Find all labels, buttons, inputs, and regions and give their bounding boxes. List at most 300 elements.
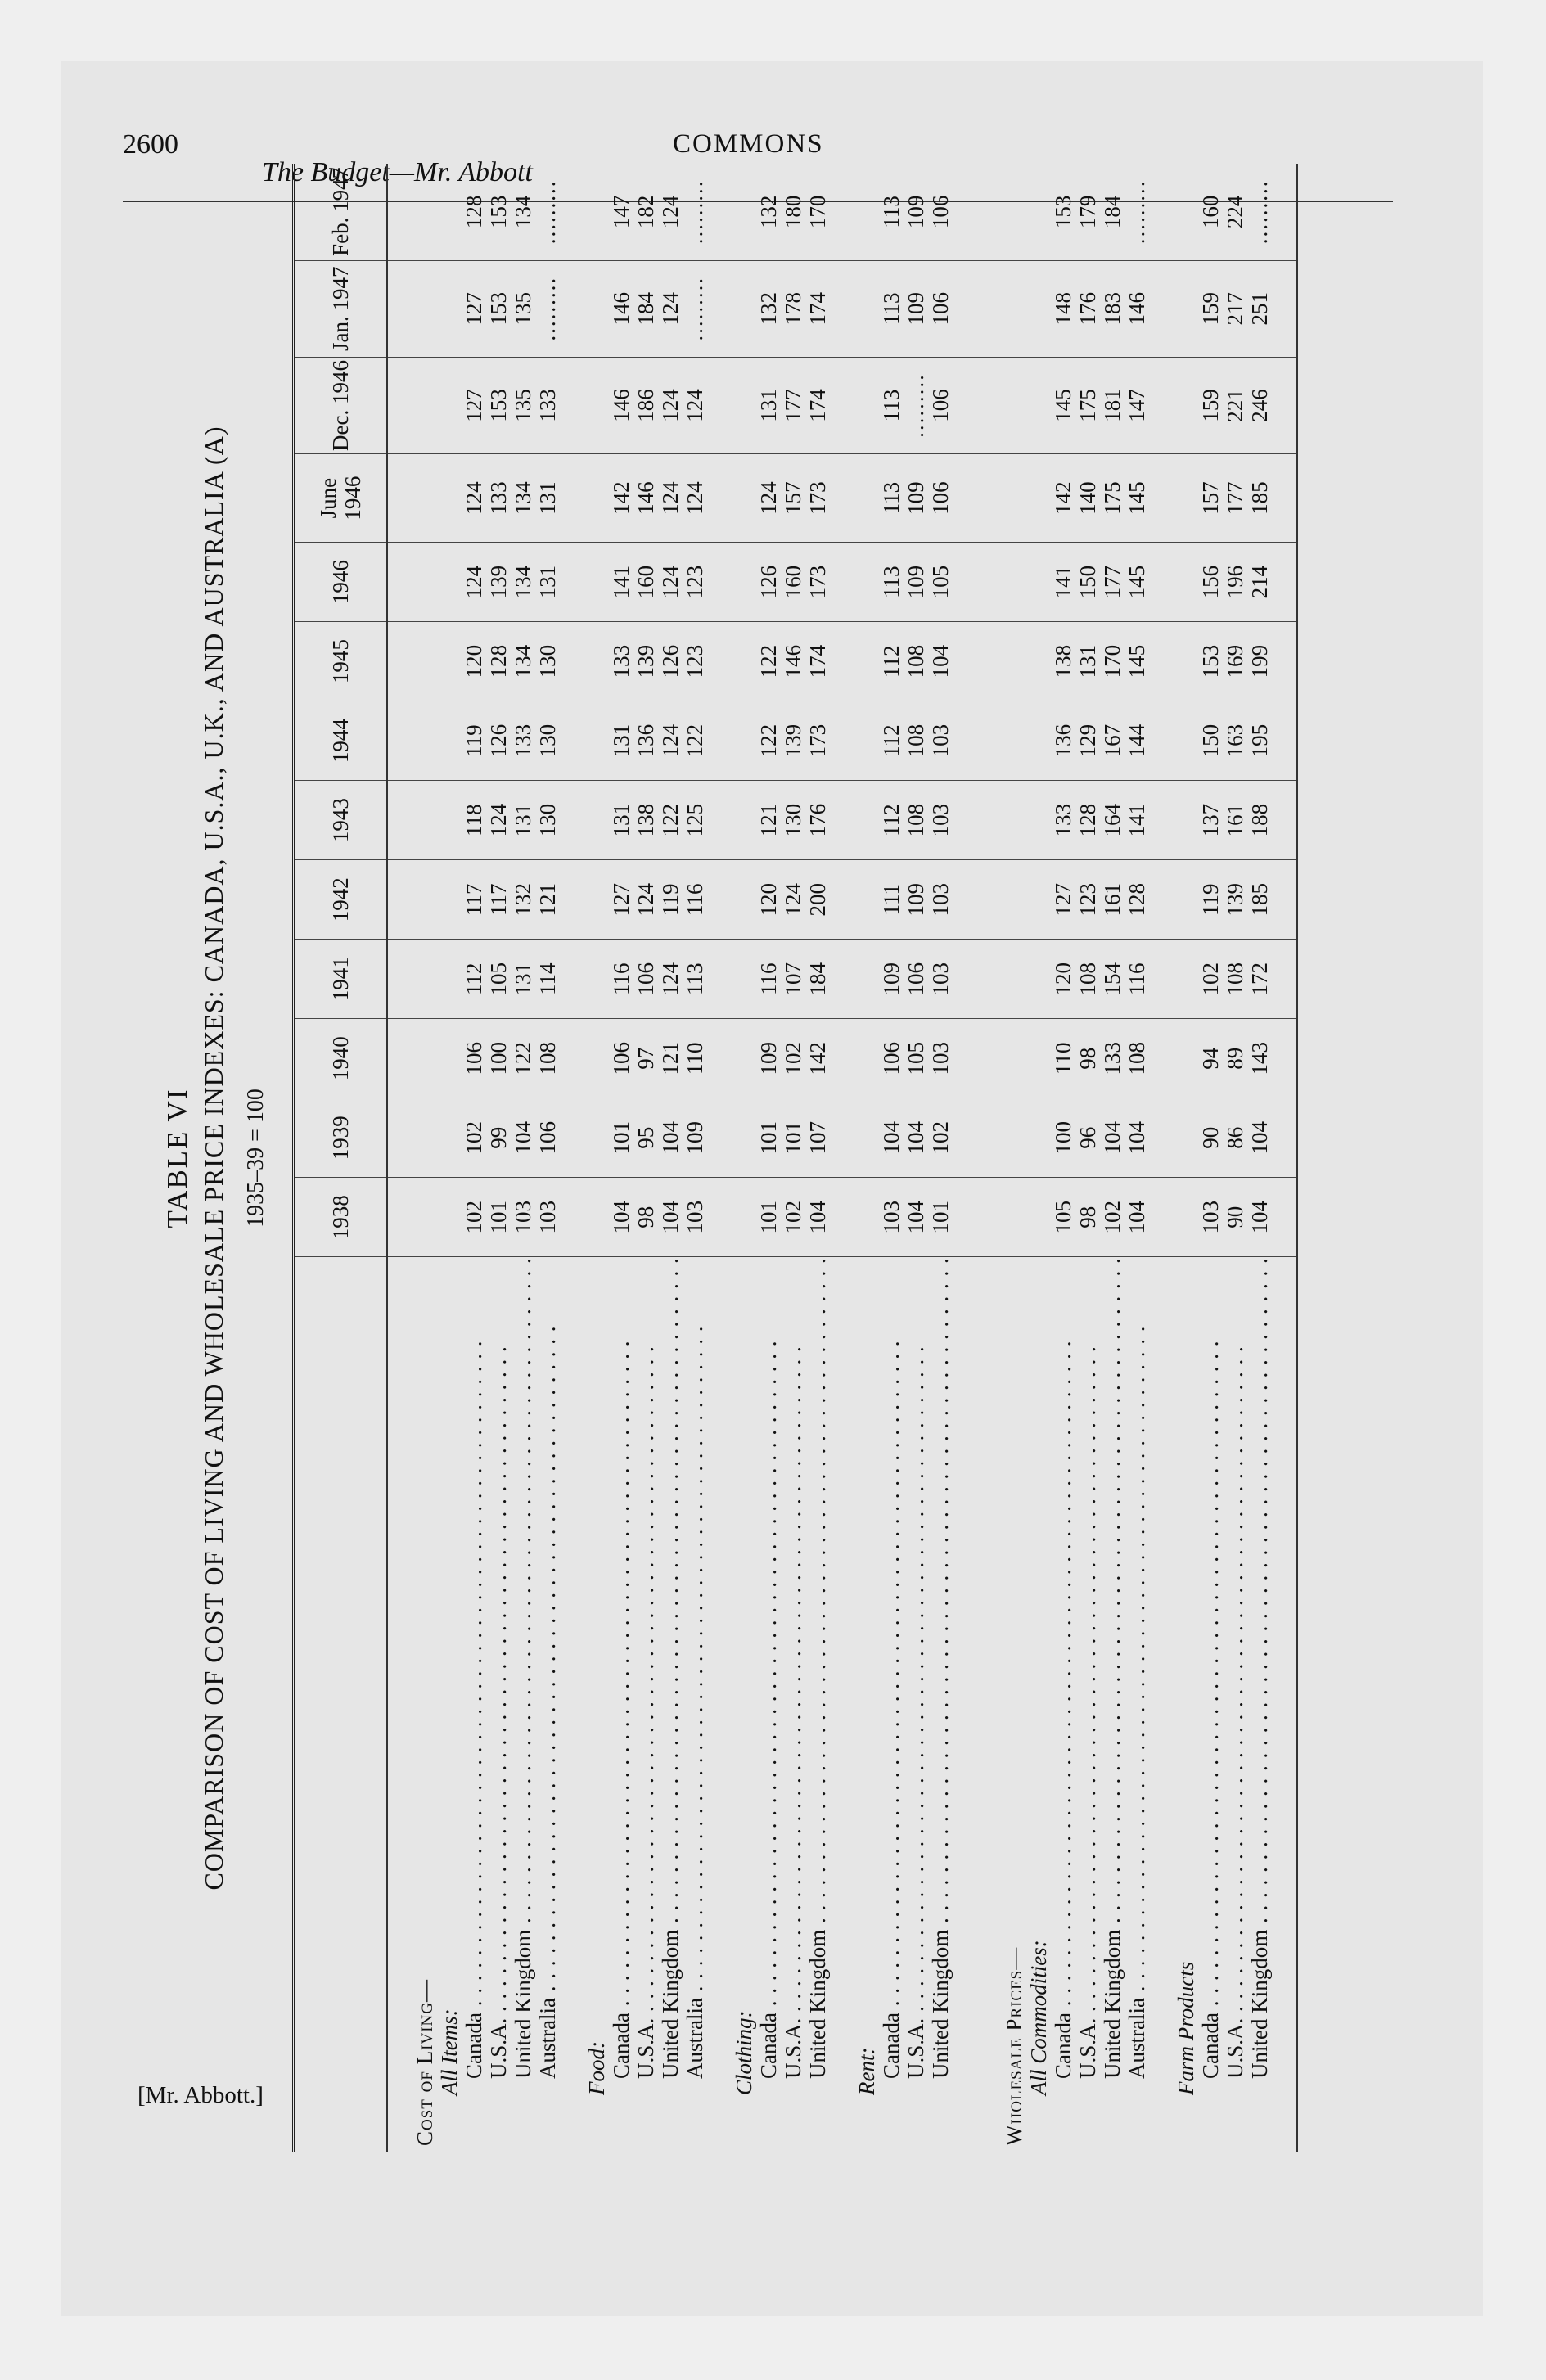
value-cell: 125 (683, 781, 707, 860)
empty-cell (1002, 260, 1026, 357)
value-cell: 129 (1075, 701, 1100, 781)
empty-cell (412, 1098, 437, 1178)
value-cell: 124 (781, 860, 805, 940)
empty-cell (977, 543, 1002, 622)
value-cell: 106 (609, 1019, 633, 1098)
value-cell: 97 (633, 1019, 658, 1098)
value-cell: 159 (1198, 260, 1223, 357)
empty-cell (707, 1098, 732, 1178)
table-row (535, 164, 560, 2152)
empty-cell (437, 781, 462, 860)
column-header: Feb. 1947 (294, 164, 388, 260)
value-cell: 246 (1247, 357, 1272, 453)
value-cell: 196 (1223, 543, 1247, 622)
value-cell: 122 (511, 1019, 535, 1098)
empty-cell (1272, 357, 1297, 453)
value-cell: 173 (805, 701, 830, 781)
row-label-cell (609, 1257, 633, 2152)
value-cell: 112 (879, 781, 904, 860)
empty-cell (1272, 454, 1297, 543)
value-cell: 127 (462, 260, 486, 357)
value-cell: 108 (904, 622, 928, 701)
empty-cell (1002, 543, 1026, 622)
value-cell: 104 (904, 1178, 928, 1257)
value-cell: 184 (805, 940, 830, 1019)
empty-cell (412, 543, 437, 622)
value-cell: 143 (1247, 1019, 1272, 1098)
value-cell: 123 (1075, 860, 1100, 940)
row-label: United Kingdom . . . (1247, 1257, 1272, 2079)
row-label-cell (1198, 1257, 1223, 2152)
value-cell: 121 (756, 781, 781, 860)
table-row (609, 164, 633, 2152)
value-cell: 103 (928, 940, 953, 1019)
value-cell: 127 (609, 860, 633, 940)
empty-cell (732, 543, 756, 622)
row-label-cell (756, 1257, 781, 2152)
chamber-heading: COMMONS (673, 129, 824, 159)
value-cell: 113 (879, 357, 904, 453)
stub-header (294, 1257, 388, 2152)
value-cell: 126 (756, 543, 781, 622)
row-label: U.S.A. . . . (1075, 1346, 1100, 2079)
empty-cell (854, 1098, 879, 1178)
value-cell: ......... (683, 164, 707, 260)
empty-cell (560, 1178, 584, 1257)
row-label-cell (462, 1257, 486, 2152)
value-cell: 134 (511, 454, 535, 543)
empty-cell (707, 701, 732, 781)
value-cell: 124 (462, 454, 486, 543)
value-cell: 103 (928, 781, 953, 860)
empty-cell (1149, 701, 1174, 781)
value-cell: 109 (879, 940, 904, 1019)
empty-cell (1174, 701, 1198, 781)
spacer-row (707, 164, 732, 2152)
empty-cell (412, 260, 437, 357)
empty-cell (854, 1019, 879, 1098)
value-cell: 100 (1051, 1098, 1075, 1178)
value-cell: 117 (462, 860, 486, 940)
table-row (633, 164, 658, 2152)
row-label-cell (805, 1257, 830, 2152)
value-cell: 109 (904, 260, 928, 357)
value-cell: 103 (928, 860, 953, 940)
value-cell: 126 (486, 701, 511, 781)
empty-cell (1174, 164, 1198, 260)
empty-cell (1149, 622, 1174, 701)
empty-cell (707, 164, 732, 260)
empty-cell (953, 454, 977, 543)
value-cell: 195 (1247, 701, 1272, 781)
empty-cell (977, 1178, 1002, 1257)
column-header: 1941 (294, 940, 388, 1019)
value-cell: 174 (805, 260, 830, 357)
row-label: Australia . . . (1125, 1326, 1149, 2079)
value-cell: 132 (511, 860, 535, 940)
spacer-cell (830, 1257, 854, 2152)
column-header: Jan. 1947 (294, 260, 388, 357)
row-label-cell (1125, 1257, 1149, 2152)
empty-cell (1174, 543, 1198, 622)
value-cell: 102 (928, 1098, 953, 1178)
value-cell: 103 (683, 1178, 707, 1257)
value-cell: 107 (781, 940, 805, 1019)
empty-cell (830, 860, 854, 940)
spacer-cell (953, 1257, 977, 2152)
empty-cell (854, 781, 879, 860)
value-cell: 120 (1051, 940, 1075, 1019)
value-cell: 100 (486, 1019, 511, 1098)
value-cell: 116 (1125, 940, 1149, 1019)
empty-cell (412, 1019, 437, 1098)
value-cell: 141 (1125, 781, 1149, 860)
row-label: U.S.A. . . . (781, 1346, 805, 2079)
value-cell: 131 (1075, 622, 1100, 701)
value-cell: 174 (805, 622, 830, 701)
value-cell: 110 (683, 1019, 707, 1098)
table-row (1223, 164, 1247, 2152)
value-cell: 127 (462, 357, 486, 453)
empty-cell (1149, 357, 1174, 453)
value-cell: 150 (1198, 701, 1223, 781)
value-cell: 178 (781, 260, 805, 357)
empty-cell (854, 1178, 879, 1257)
value-cell: 102 (781, 1178, 805, 1257)
table-row (658, 164, 683, 2152)
value-cell: 124 (658, 164, 683, 260)
empty-cell (1174, 1019, 1198, 1098)
value-cell: 116 (609, 940, 633, 1019)
empty-cell (732, 357, 756, 453)
empty-cell (953, 543, 977, 622)
value-cell: 95 (633, 1098, 658, 1178)
row-label-cell (1247, 1257, 1272, 2152)
spacer-row (830, 164, 854, 2152)
empty-cell (1149, 164, 1174, 260)
row-label-cell (535, 1257, 560, 2152)
table-header-row (294, 164, 388, 2152)
value-cell: 113 (879, 454, 904, 543)
value-cell: 104 (904, 1098, 928, 1178)
empty-cell (1149, 1178, 1174, 1257)
empty-cell (1002, 454, 1026, 543)
empty-cell (1174, 1098, 1198, 1178)
empty-cell (387, 260, 412, 357)
empty-cell (387, 357, 412, 453)
row-label: United Kingdom . . . (805, 1257, 830, 2079)
empty-cell (830, 701, 854, 781)
value-cell: 153 (1051, 164, 1075, 260)
row-label-cell (1223, 1257, 1247, 2152)
empty-cell (732, 701, 756, 781)
row-label: Australia . . . (683, 1326, 707, 2079)
table-title: COMPARISON OF COST OF LIVING AND WHOLESALE PRICE INDEXES: CANADA, U.S.A., U.K., AND AUSTRALIA (A) (199, 426, 228, 1891)
value-cell: 114 (535, 940, 560, 1019)
value-cell: 104 (879, 1098, 904, 1178)
empty-cell (584, 1019, 609, 1098)
value-cell: 138 (1051, 622, 1075, 701)
empty-cell (707, 860, 732, 940)
empty-cell (707, 357, 732, 453)
empty-cell (953, 701, 977, 781)
value-cell: 159 (1198, 357, 1223, 453)
value-cell: 104 (928, 622, 953, 701)
value-cell: 116 (756, 940, 781, 1019)
value-cell: 145 (1051, 357, 1075, 453)
value-cell: 113 (879, 260, 904, 357)
table-row (1100, 164, 1125, 2152)
group-row (732, 164, 756, 2152)
value-cell: 177 (781, 357, 805, 453)
value-cell: 130 (535, 701, 560, 781)
table-row (904, 164, 928, 2152)
value-cell: 122 (756, 701, 781, 781)
empty-cell (1002, 622, 1026, 701)
empty-cell (437, 1178, 462, 1257)
value-cell: 148 (1051, 260, 1075, 357)
table-row (1125, 164, 1149, 2152)
empty-cell (1272, 1178, 1297, 1257)
value-cell: 142 (1051, 454, 1075, 543)
value-cell: 109 (683, 1098, 707, 1178)
value-cell: 153 (486, 164, 511, 260)
empty-cell (732, 260, 756, 357)
value-cell: 112 (462, 940, 486, 1019)
value-cell: 131 (511, 940, 535, 1019)
section-title: Wholesale Prices— (1002, 1946, 1026, 2146)
value-cell: 214 (1247, 543, 1272, 622)
row-label-cell (781, 1257, 805, 2152)
empty-cell (707, 622, 732, 701)
group-row (584, 164, 609, 2152)
value-cell: 122 (658, 781, 683, 860)
empty-cell (437, 164, 462, 260)
value-cell: 139 (781, 701, 805, 781)
value-cell: 163 (1223, 701, 1247, 781)
empty-cell (387, 701, 412, 781)
value-cell: 104 (1247, 1178, 1272, 1257)
value-cell: 124 (658, 454, 683, 543)
value-cell: ......... (904, 357, 928, 453)
empty-cell (1149, 1019, 1174, 1098)
empty-cell (560, 860, 584, 940)
value-cell: 109 (904, 543, 928, 622)
empty-cell (560, 701, 584, 781)
row-label: United Kingdom . . . (1100, 1257, 1125, 2079)
empty-cell (830, 543, 854, 622)
value-cell: 161 (1100, 860, 1125, 940)
value-cell: 105 (1051, 1178, 1075, 1257)
value-cell: 139 (1223, 860, 1247, 940)
value-cell: 140 (1075, 454, 1100, 543)
empty-cell (584, 260, 609, 357)
value-cell: 133 (535, 357, 560, 453)
empty-cell (560, 454, 584, 543)
value-cell: 177 (1100, 543, 1125, 622)
table-row (1051, 164, 1075, 2152)
empty-cell (707, 1019, 732, 1098)
empty-cell (1149, 1098, 1174, 1178)
value-cell: 169 (1223, 622, 1247, 701)
value-cell: 131 (609, 701, 633, 781)
value-cell: 130 (535, 781, 560, 860)
empty-cell (953, 164, 977, 260)
value-cell: 134 (511, 543, 535, 622)
empty-cell (1002, 1178, 1026, 1257)
value-cell: 122 (683, 701, 707, 781)
empty-cell (953, 940, 977, 1019)
value-cell: 116 (683, 860, 707, 940)
empty-cell (1002, 940, 1026, 1019)
empty-cell (560, 1098, 584, 1178)
empty-cell (1174, 260, 1198, 357)
empty-cell (953, 260, 977, 357)
value-cell: 104 (1247, 1098, 1272, 1178)
empty-cell (977, 164, 1002, 260)
value-cell: 153 (486, 260, 511, 357)
value-cell: 119 (462, 701, 486, 781)
section-row (412, 164, 437, 2152)
group-title: All Items: (437, 2008, 462, 2095)
value-cell: 183 (1100, 260, 1125, 357)
value-cell: 184 (1100, 164, 1125, 260)
value-cell: 104 (1125, 1098, 1149, 1178)
value-cell: 106 (928, 260, 953, 357)
value-cell: ......... (1247, 164, 1272, 260)
empty-cell (854, 940, 879, 1019)
empty-cell (437, 701, 462, 781)
value-cell: 145 (1125, 454, 1149, 543)
table-row (1198, 164, 1223, 2152)
empty-cell (387, 940, 412, 1019)
spacer-cell (977, 1257, 1002, 2152)
row-label-cell (658, 1257, 683, 2152)
table-row (1247, 164, 1272, 2152)
value-cell: 108 (535, 1019, 560, 1098)
empty-cell (977, 781, 1002, 860)
empty-cell (1002, 860, 1026, 940)
value-cell: 127 (1051, 860, 1075, 940)
value-cell: 102 (1198, 940, 1223, 1019)
value-cell: 153 (1198, 622, 1223, 701)
value-cell: 104 (658, 1178, 683, 1257)
empty-cell (1174, 1178, 1198, 1257)
value-cell: 128 (1075, 781, 1100, 860)
value-cell: 119 (658, 860, 683, 940)
column-header: 1940 (294, 1019, 388, 1098)
empty-cell (412, 454, 437, 543)
value-cell: 186 (633, 357, 658, 453)
table-body (387, 164, 1297, 2152)
value-cell: 113 (879, 164, 904, 260)
table-base: 1935–39 = 100 (243, 1089, 268, 1228)
section-row (1002, 164, 1026, 2152)
group-title: Food: (584, 2041, 609, 2095)
value-cell: 90 (1198, 1098, 1223, 1178)
row-label-cell (683, 1257, 707, 2152)
column-header: 1939 (294, 1098, 388, 1178)
value-cell: 113 (683, 940, 707, 1019)
group-title: Clothing: (732, 2010, 756, 2095)
empty-cell (1002, 357, 1026, 453)
row-label-cell (879, 1257, 904, 2152)
empty-cell (387, 543, 412, 622)
table-row (928, 164, 953, 2152)
value-cell: 130 (535, 622, 560, 701)
value-cell: 101 (756, 1178, 781, 1257)
row-label-cell (1100, 1257, 1125, 2152)
empty-cell (854, 701, 879, 781)
value-cell: 109 (904, 860, 928, 940)
value-cell: 101 (781, 1098, 805, 1178)
value-cell: 146 (781, 622, 805, 701)
value-cell: 103 (535, 1178, 560, 1257)
empty-cell (1002, 164, 1026, 260)
group-row (1026, 164, 1051, 2152)
empty-cell (1272, 940, 1297, 1019)
value-cell: 133 (486, 454, 511, 543)
empty-cell (387, 1098, 412, 1178)
group-row (1174, 164, 1198, 2152)
value-cell: 90 (1223, 1178, 1247, 1257)
empty-cell (830, 1098, 854, 1178)
spacer-cell (1272, 1257, 1297, 2152)
empty-cell (1174, 454, 1198, 543)
spacer-row (977, 164, 1002, 2152)
value-cell: 174 (805, 357, 830, 453)
column-header: 1943 (294, 781, 388, 860)
group-title: Rent: (854, 2047, 879, 2095)
value-cell: 157 (1198, 454, 1223, 543)
value-cell: 101 (609, 1098, 633, 1178)
empty-cell (1272, 701, 1297, 781)
row-label-cell (904, 1257, 928, 2152)
empty-cell (707, 781, 732, 860)
value-cell: 182 (633, 164, 658, 260)
empty-cell (1026, 860, 1051, 940)
value-cell: ......... (683, 260, 707, 357)
value-cell: 146 (633, 454, 658, 543)
value-cell: 107 (805, 1098, 830, 1178)
value-cell: 139 (486, 543, 511, 622)
empty-cell (732, 940, 756, 1019)
value-cell: 133 (511, 701, 535, 781)
empty-cell (1272, 860, 1297, 940)
value-cell: 101 (928, 1178, 953, 1257)
empty-cell (1026, 260, 1051, 357)
empty-cell (1174, 940, 1198, 1019)
value-cell: 104 (609, 1178, 633, 1257)
empty-cell (707, 260, 732, 357)
empty-cell (854, 357, 879, 453)
empty-cell (732, 1098, 756, 1178)
empty-cell (1174, 781, 1198, 860)
value-cell: 106 (904, 940, 928, 1019)
value-cell: 141 (1051, 543, 1075, 622)
empty-cell (560, 781, 584, 860)
running-head: The Budget—Mr. Abbott (262, 157, 533, 187)
empty-cell (584, 622, 609, 701)
row-label: Australia . . . (535, 1326, 560, 2079)
row-label-cell (633, 1257, 658, 2152)
empty-cell (1174, 622, 1198, 701)
value-cell: 124 (658, 543, 683, 622)
empty-cell (412, 357, 437, 453)
value-cell: 106 (879, 1019, 904, 1098)
value-cell: 108 (904, 701, 928, 781)
empty-cell (977, 622, 1002, 701)
